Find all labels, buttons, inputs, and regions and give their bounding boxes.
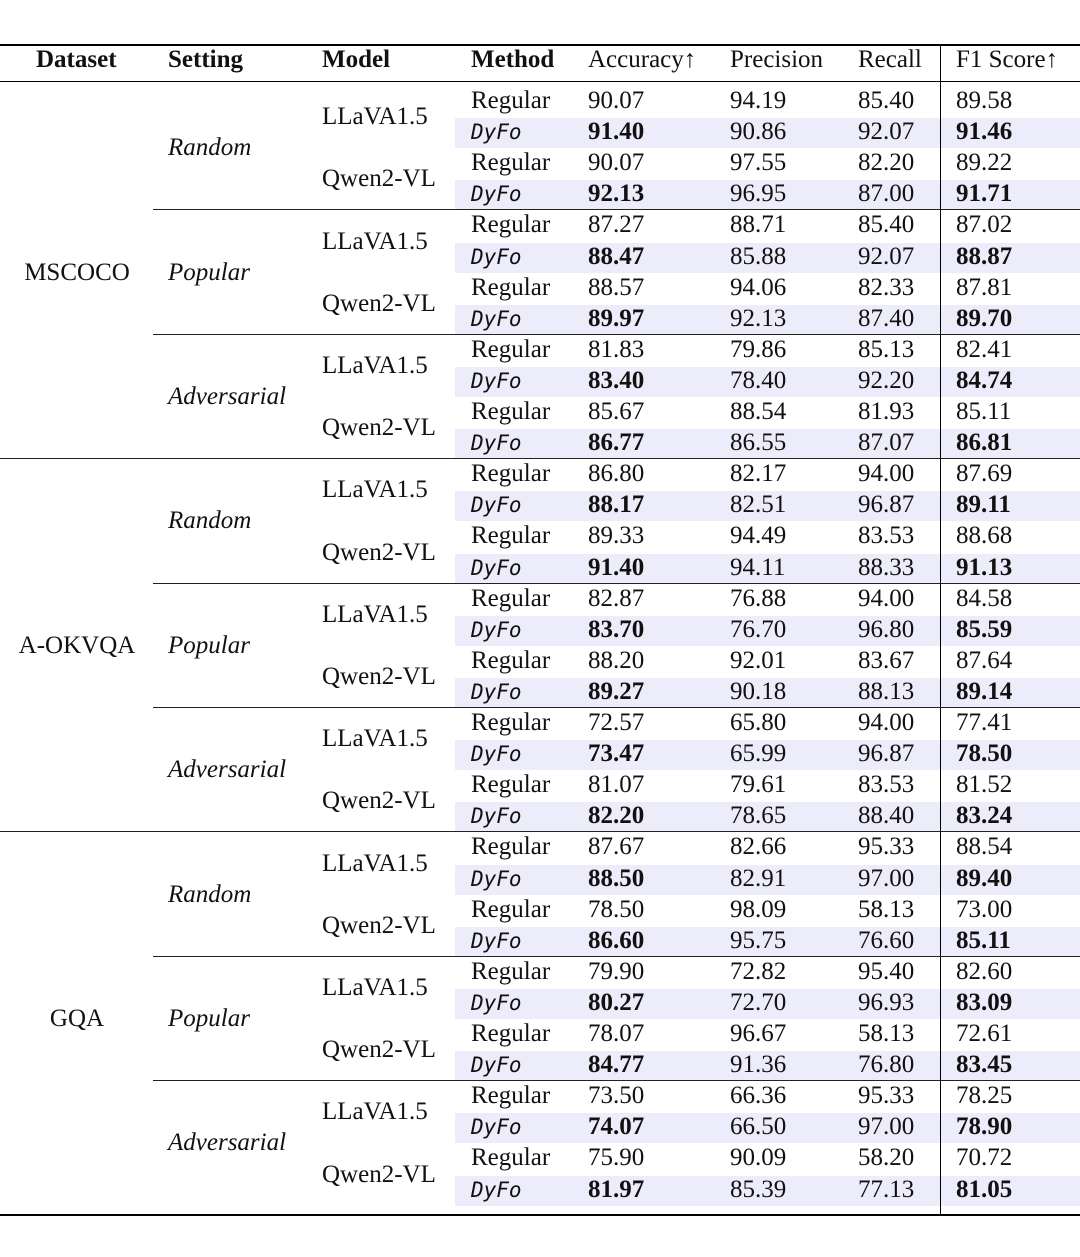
recall-cell: 87.40 (858, 304, 915, 332)
accuracy-cell: 91.40 (588, 118, 645, 146)
method-cell: DyFo (471, 742, 522, 767)
model-label: LLaVA1.5 (322, 1098, 428, 1126)
accuracy-cell: 84.77 (588, 1051, 645, 1079)
setting-label: Adversarial (168, 383, 287, 410)
recall-cell: 97.00 (858, 864, 915, 892)
f1-cell: 83.45 (956, 1051, 1013, 1079)
f1-cell: 77.41 (956, 709, 1013, 736)
precision-cell: 90.86 (730, 118, 787, 146)
f1-cell: 70.72 (956, 1144, 1013, 1172)
precision-cell: 66.36 (730, 1082, 787, 1110)
bottom-rule (0, 1214, 1080, 1216)
f1-cell: 78.50 (956, 740, 1013, 768)
precision-cell: 82.17 (730, 460, 787, 488)
dataset-label: A-OKVQA (18, 631, 136, 659)
method-cell: Regular (471, 273, 551, 301)
accuracy-cell: 88.47 (588, 242, 645, 270)
accuracy-cell: 75.90 (588, 1144, 645, 1172)
method-cell: DyFo (471, 804, 522, 829)
precision-cell: 82.91 (730, 864, 787, 892)
model-label: Qwen2-VL (322, 787, 436, 815)
precision-cell: 88.71 (730, 211, 787, 239)
precision-cell: 85.88 (730, 242, 787, 270)
f1-cell: 84.74 (956, 366, 1013, 394)
method-cell: Regular (471, 398, 551, 425)
method-cell: DyFo (471, 1177, 522, 1202)
precision-cell: 90.09 (730, 1144, 787, 1172)
accuracy-cell: 78.50 (588, 895, 645, 923)
method-cell: Regular (471, 709, 551, 736)
accuracy-cell: 78.07 (588, 1020, 645, 1047)
method-cell: Regular (471, 87, 551, 114)
precision-cell: 78.65 (730, 802, 787, 830)
recall-cell: 94.00 (858, 584, 915, 612)
f1-cell: 85.11 (956, 398, 1012, 425)
model-label: LLaVA1.5 (322, 476, 428, 504)
f1-cell: 87.81 (956, 273, 1013, 301)
precision-cell: 97.55 (730, 149, 787, 177)
method-cell: DyFo (471, 493, 522, 518)
recall-cell: 85.40 (858, 87, 915, 114)
f1-cell: 87.64 (956, 646, 1013, 674)
precision-cell: 96.67 (730, 1020, 787, 1047)
method-cell: Regular (471, 1020, 551, 1047)
precision-cell: 79.86 (730, 335, 787, 363)
recall-cell: 88.13 (858, 677, 915, 705)
model-label: LLaVA1.5 (322, 103, 428, 131)
precision-cell: 94.11 (730, 553, 786, 581)
f1-cell: 89.40 (956, 864, 1013, 892)
accuracy-cell: 80.27 (588, 988, 645, 1016)
precision-cell: 82.66 (730, 833, 787, 861)
model-label: Qwen2-VL (322, 165, 436, 193)
model-label: LLaVA1.5 (322, 725, 428, 753)
method-cell: DyFo (471, 555, 522, 580)
method-cell: DyFo (471, 182, 522, 207)
method-cell: DyFo (471, 866, 522, 891)
precision-cell: 94.06 (730, 273, 787, 301)
method-cell: Regular (471, 460, 551, 488)
f1-cell: 81.05 (956, 1175, 1013, 1203)
accuracy-cell: 83.70 (588, 615, 645, 643)
accuracy-cell: 87.27 (588, 211, 645, 239)
accuracy-cell: 88.17 (588, 491, 645, 519)
recall-cell: 83.67 (858, 646, 915, 674)
accuracy-cell: 82.87 (588, 584, 645, 612)
accuracy-cell: 74.07 (588, 1113, 645, 1141)
precision-cell: 72.70 (730, 988, 787, 1016)
f1-cell: 89.58 (956, 87, 1013, 114)
model-label: LLaVA1.5 (322, 849, 428, 877)
accuracy-cell: 89.97 (588, 304, 645, 332)
recall-cell: 92.07 (858, 242, 915, 270)
f1-cell: 86.81 (956, 429, 1013, 457)
model-label: LLaVA1.5 (322, 351, 428, 379)
model-label: Qwen2-VL (322, 1036, 436, 1064)
dataset-label: MSCOCO (24, 258, 130, 286)
recall-cell: 92.07 (858, 118, 915, 146)
model-label: Qwen2-VL (322, 911, 436, 939)
recall-cell: 77.13 (858, 1175, 915, 1203)
setting-label: Popular (168, 258, 250, 286)
precision-cell: 72.82 (730, 957, 787, 985)
header-dataset: Dataset (36, 46, 117, 73)
header-accuracy: Accuracy↑ (588, 46, 697, 73)
f1-cell: 88.68 (956, 522, 1013, 550)
recall-cell: 83.53 (858, 522, 915, 550)
method-cell: DyFo (471, 431, 522, 456)
f1-cell: 78.90 (956, 1113, 1013, 1141)
precision-cell: 82.51 (730, 491, 787, 519)
header-method: Method (471, 46, 555, 73)
method-cell: Regular (471, 584, 551, 612)
f1-cell: 89.22 (956, 149, 1013, 177)
accuracy-cell: 79.90 (588, 957, 645, 985)
recall-cell: 87.00 (858, 180, 915, 208)
accuracy-cell: 83.40 (588, 366, 645, 394)
recall-cell: 96.87 (858, 491, 915, 519)
f1-cell: 88.54 (956, 833, 1013, 861)
method-cell: DyFo (471, 990, 522, 1015)
precision-cell: 91.36 (730, 1051, 787, 1079)
method-cell: Regular (471, 335, 551, 363)
accuracy-cell: 73.47 (588, 740, 645, 768)
accuracy-cell: 92.13 (588, 180, 645, 208)
precision-cell: 92.13 (730, 304, 787, 332)
recall-cell: 87.07 (858, 429, 915, 457)
accuracy-cell: 91.40 (588, 553, 645, 581)
recall-cell: 94.00 (858, 709, 915, 736)
model-label: LLaVA1.5 (322, 227, 428, 255)
recall-cell: 85.13 (858, 335, 915, 363)
f1-cell: 88.87 (956, 242, 1013, 270)
f1-cell: 72.61 (956, 1020, 1013, 1047)
precision-cell: 76.70 (730, 615, 787, 643)
precision-cell: 78.40 (730, 366, 787, 394)
recall-cell: 92.20 (858, 366, 915, 394)
f1-cell: 83.24 (956, 802, 1013, 830)
f1-cell: 89.14 (956, 677, 1013, 705)
model-label: Qwen2-VL (322, 538, 436, 566)
header-setting: Setting (168, 46, 243, 73)
recall-cell: 95.33 (858, 1082, 915, 1110)
precision-cell: 98.09 (730, 895, 787, 923)
f1-cell: 81.52 (956, 771, 1013, 799)
method-cell: DyFo (471, 1053, 522, 1078)
model-label: Qwen2-VL (322, 289, 436, 317)
accuracy-cell: 87.67 (588, 833, 645, 861)
f1-cell: 89.11 (956, 491, 1011, 519)
setting-label: Adversarial (168, 1129, 287, 1157)
model-label: LLaVA1.5 (322, 600, 428, 628)
recall-cell: 96.87 (858, 740, 915, 768)
method-cell: Regular (471, 895, 551, 923)
recall-cell: 88.40 (858, 802, 915, 830)
f1-cell: 87.02 (956, 211, 1013, 239)
method-cell: DyFo (471, 120, 522, 145)
precision-cell: 95.75 (730, 926, 787, 954)
precision-cell: 66.50 (730, 1113, 787, 1141)
precision-cell: 94.19 (730, 87, 787, 114)
recall-cell: 83.53 (858, 771, 915, 799)
f1-cell: 89.70 (956, 304, 1013, 332)
model-label: Qwen2-VL (322, 414, 436, 442)
precision-cell: 86.55 (730, 429, 787, 457)
setting-label: Adversarial (168, 756, 287, 784)
method-cell: Regular (471, 833, 551, 861)
accuracy-cell: 86.60 (588, 926, 645, 954)
accuracy-cell: 88.50 (588, 864, 645, 892)
dataset-label: GQA (49, 1005, 105, 1032)
precision-cell: 65.99 (730, 740, 787, 768)
method-cell: Regular (471, 1082, 551, 1110)
method-cell: DyFo (471, 679, 522, 704)
f1-column-divider (940, 46, 941, 1214)
method-cell: DyFo (471, 368, 522, 393)
recall-cell: 96.93 (858, 988, 915, 1016)
recall-cell: 96.80 (858, 615, 915, 643)
setting-label: Random (168, 507, 252, 535)
recall-cell: 82.20 (858, 149, 915, 177)
accuracy-cell: 81.97 (588, 1175, 645, 1203)
accuracy-cell: 73.50 (588, 1082, 645, 1110)
recall-cell: 81.93 (858, 398, 915, 425)
accuracy-cell: 72.57 (588, 709, 645, 736)
accuracy-cell: 86.77 (588, 429, 645, 457)
method-cell: Regular (471, 211, 551, 239)
accuracy-cell: 86.80 (588, 460, 645, 488)
recall-cell: 94.00 (858, 460, 915, 488)
recall-cell: 85.40 (858, 211, 915, 239)
accuracy-cell: 90.07 (588, 87, 645, 114)
recall-cell: 58.13 (858, 895, 915, 923)
f1-cell: 87.69 (956, 460, 1013, 488)
model-label: Qwen2-VL (322, 1160, 436, 1188)
accuracy-cell: 85.67 (588, 398, 645, 425)
setting-label: Random (168, 880, 252, 908)
accuracy-cell: 82.20 (588, 802, 645, 830)
recall-cell: 88.33 (858, 553, 915, 581)
f1-cell: 91.46 (956, 118, 1013, 146)
method-cell: Regular (471, 1144, 551, 1172)
method-cell: Regular (471, 149, 551, 177)
header-recall: Recall (858, 46, 922, 73)
precision-cell: 79.61 (730, 771, 787, 799)
f1-cell: 82.41 (956, 335, 1013, 363)
header-rule (0, 81, 1080, 82)
model-label: Qwen2-VL (322, 662, 436, 690)
f1-cell: 85.59 (956, 615, 1013, 643)
method-cell: Regular (471, 646, 551, 674)
recall-cell: 97.00 (858, 1113, 915, 1141)
method-cell: DyFo (471, 244, 522, 269)
method-cell: Regular (471, 771, 551, 799)
accuracy-cell: 90.07 (588, 149, 645, 177)
precision-cell: 90.18 (730, 677, 787, 705)
f1-cell: 73.00 (956, 895, 1013, 923)
precision-cell: 92.01 (730, 646, 787, 674)
header-f1: F1 Score↑ (956, 46, 1059, 73)
f1-cell: 91.71 (956, 180, 1013, 208)
model-label: LLaVA1.5 (322, 973, 428, 1001)
method-cell: Regular (471, 957, 551, 985)
f1-cell: 91.13 (956, 553, 1013, 581)
f1-cell: 78.25 (956, 1082, 1013, 1110)
precision-cell: 88.54 (730, 398, 787, 425)
method-cell: DyFo (471, 306, 522, 331)
recall-cell: 58.13 (858, 1020, 915, 1047)
precision-cell: 65.80 (730, 709, 787, 736)
recall-cell: 95.40 (858, 957, 915, 985)
header-precision: Precision (730, 46, 824, 73)
method-cell: Regular (471, 522, 551, 550)
recall-cell: 76.80 (858, 1051, 915, 1079)
recall-cell: 95.33 (858, 833, 915, 861)
precision-cell: 76.88 (730, 584, 787, 612)
setting-label: Random (168, 134, 252, 162)
method-cell: DyFo (471, 1115, 522, 1140)
precision-cell: 85.39 (730, 1175, 787, 1203)
f1-cell: 85.11 (956, 926, 1011, 954)
setting-label: Popular (168, 1005, 250, 1032)
accuracy-cell: 88.57 (588, 273, 645, 301)
recall-cell: 76.60 (858, 926, 915, 954)
accuracy-cell: 89.33 (588, 522, 645, 550)
recall-cell: 82.33 (858, 273, 915, 301)
accuracy-cell: 88.20 (588, 646, 645, 674)
accuracy-cell: 89.27 (588, 677, 645, 705)
f1-cell: 84.58 (956, 584, 1013, 612)
header-model: Model (322, 46, 391, 73)
method-cell: DyFo (471, 617, 522, 642)
f1-cell: 83.09 (956, 988, 1013, 1016)
f1-cell: 82.60 (956, 957, 1013, 985)
method-cell: DyFo (471, 928, 522, 953)
setting-label: Popular (168, 631, 250, 659)
precision-cell: 96.95 (730, 180, 787, 208)
accuracy-cell: 81.83 (588, 335, 645, 363)
precision-cell: 94.49 (730, 522, 787, 550)
recall-cell: 58.20 (858, 1144, 915, 1172)
accuracy-cell: 81.07 (588, 771, 645, 799)
